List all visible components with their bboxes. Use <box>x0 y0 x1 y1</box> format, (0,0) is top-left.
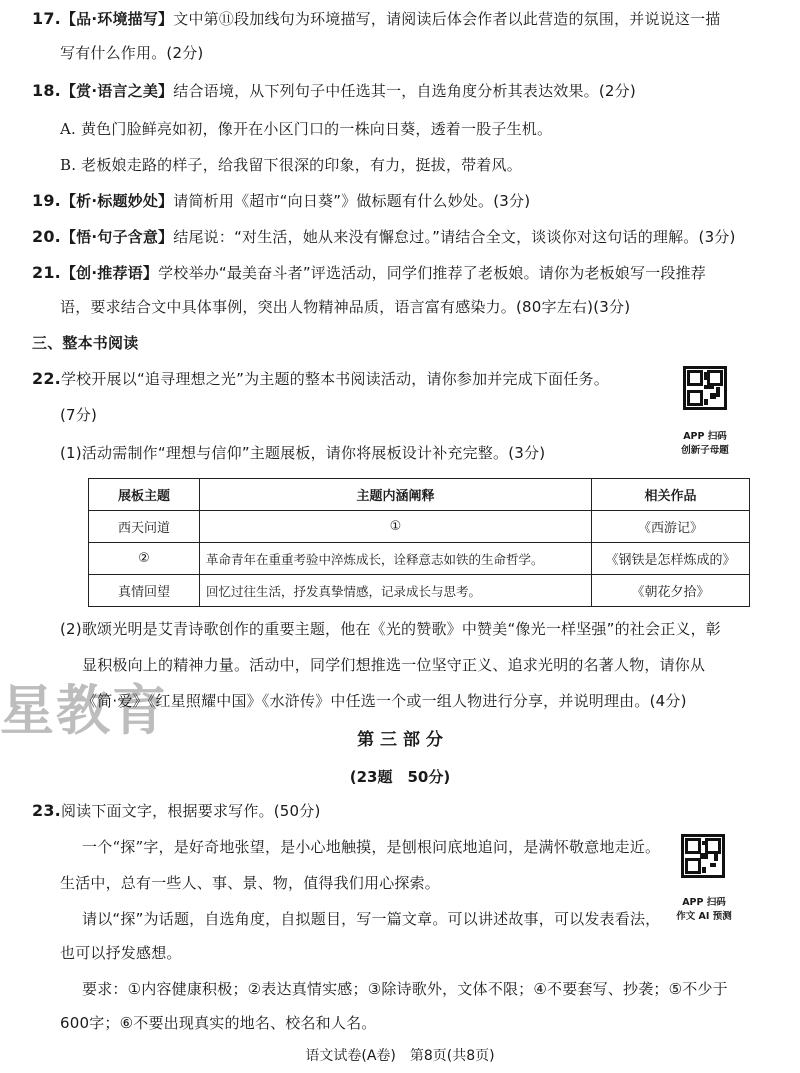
table-row <box>89 543 750 575</box>
qr-code-icon[interactable] <box>681 834 725 878</box>
table-row <box>89 511 750 543</box>
q17-line2: 写有什么作用。(2分) <box>60 44 204 62</box>
q19-line <box>32 190 530 212</box>
q21-line2: 语，要求结合文中具体事例，突出人物精神品质，语言富有感染力。(80字左右)(3分) <box>60 298 631 316</box>
table-header: 相关作品 <box>592 479 750 511</box>
q20-line <box>32 226 736 248</box>
q23-prompt-line2: 生活中，总有一些人、事、景、物，值得我们用心探索。 <box>60 874 441 892</box>
section-heading: 三、整本书阅读 <box>32 334 139 352</box>
q21-tag: 【创·推荐语】 <box>60 264 159 282</box>
q20-text: 结尾说：“对生活，她从来没有懈怠过。”请结合全文，谈谈你对这句话的理解。(3分) <box>173 228 736 246</box>
q18-text: 结合语境，从下列句子中任选其一，自选角度分析其表达效果。(2分) <box>173 82 636 100</box>
table-cell: 《钢铁是怎样炼成的》 <box>592 543 750 575</box>
q22-number: 22. <box>32 369 61 388</box>
table-cell-blank-1: ① <box>200 511 592 543</box>
q19-text: 请简析用《超市“向日葵”》做标题有什么妙处。(3分) <box>173 192 531 210</box>
q22-sub2-line1: (2)歌颂光明是艾青诗歌创作的重要主题，他在《光的赞歌》中赞美“像光一样坚强”的社会正义，彰 <box>60 620 721 638</box>
q22-score: (7分) <box>60 406 98 424</box>
page-footer: 语文试卷(A卷) 第8页(共8页) <box>305 1048 495 1064</box>
part-three-subtitle: (23题 50分) <box>349 768 451 786</box>
q18-option-b: B. 老板娘走路的样子，给我留下很深的印象，有力，挺拔，带着风。 <box>60 156 522 174</box>
q23-instruction-line2: 也可以抒发感想。 <box>60 944 182 962</box>
table-row <box>89 575 750 607</box>
q23-requirements-line2: 600字；⑥不要出现真实的地名、校名和人名。 <box>60 1014 377 1032</box>
table-cell-blank-2: ② <box>89 543 200 575</box>
q18-tag: 【赏·语言之美】 <box>60 82 174 100</box>
q17-tag: 【品·环境描写】 <box>60 10 174 28</box>
display-board-table <box>88 478 750 607</box>
q22-text: 学校开展以“追寻理想之光”为主题的整本书阅读活动，请你参加并完成下面任务。 <box>60 370 609 388</box>
table-cell: 革命青年在重重考验中淬炼成长，诠释意志如铁的生命哲学。 <box>200 543 592 575</box>
q19-number: 19. <box>32 191 61 210</box>
table-cell: 回忆过往生活，抒发真挚情感，记录成长与思考。 <box>200 575 592 607</box>
q19-tag: 【析·标题妙处】 <box>60 192 174 210</box>
part-three-title: 第 三 部 分 <box>357 730 443 750</box>
q21-line1 <box>32 262 706 284</box>
watermark-logo: 星教育 <box>0 679 168 742</box>
table-header: 主题内涵阐释 <box>200 479 592 511</box>
qr-caption-1 <box>672 430 738 458</box>
qr-caption-2-line2: 作文 AI 预测 <box>676 911 732 922</box>
q21-number: 21. <box>32 263 61 282</box>
q20-tag: 【悟·句子含意】 <box>60 228 174 246</box>
q22-line1 <box>32 368 609 390</box>
q17-line1 <box>32 8 720 30</box>
q23-instruction-line1: 请以“探”为话题，自选角度，自拟题目，写一篇文章。可以讲述故事，可以发表看法， <box>82 910 661 928</box>
table-cell: 真情回望 <box>89 575 200 607</box>
qr-caption-1-line1: APP 扫码 <box>683 431 727 442</box>
q18-number: 18. <box>32 81 61 100</box>
q17-text: 文中第⑪段加线句为环境描写，请阅读后体会作者以此营造的氛围，并说说这一描 <box>173 10 721 28</box>
q21-text: 学校举办“最美奋斗者”评选活动，同学们推荐了老板娘。请你为老板娘写一段推荐 <box>158 264 707 282</box>
qr-code-icon[interactable] <box>683 366 727 410</box>
q23-line1 <box>32 800 321 822</box>
q22-sub2-line3: 《简·爱》《红星照耀中国》《水浒传》中任选一个或一组人物进行分享，并说明理由。(4分) <box>82 692 687 710</box>
qr-caption-1-line2: 创新子母题 <box>681 445 729 456</box>
table-header-row <box>89 479 750 511</box>
q17-number: 17. <box>32 9 61 28</box>
q22-sub2-line2: 显积极向上的精神力量。活动中，同学们想推选一位坚守正义、追求光明的名著人物，请你从 <box>82 656 706 674</box>
q23-text: 阅读下面文字，根据要求写作。(50分) <box>60 802 321 820</box>
q18-option-a: A. 黄色门脸鲜亮如初，像开在小区门口的一株向日葵，透着一股子生机。 <box>60 120 553 138</box>
table-cell: 《朝花夕拾》 <box>592 575 750 607</box>
q18-line1 <box>32 80 636 102</box>
table-cell: 西天问道 <box>89 511 200 543</box>
qr-caption-2-line1: APP 扫码 <box>682 897 726 908</box>
table-header: 展板主题 <box>89 479 200 511</box>
q23-prompt-line1: 一个“探”字，是好奇地张望，是小心地触摸，是刨根问底地追问，是满怀敬意地走近。 <box>82 838 661 856</box>
table-cell: 《西游记》 <box>592 511 750 543</box>
qr-caption-2 <box>668 896 740 924</box>
q23-number: 23. <box>32 801 61 820</box>
q20-number: 20. <box>32 227 61 246</box>
q23-requirements-line1: 要求：①内容健康积极；②表达真情实感；③除诗歌外，文体不限；④不要套写、抄袭；⑤不少于 <box>82 980 728 998</box>
q22-sub1: (1)活动需制作“理想与信仰”主题展板，请你将展板设计补充完整。(3分) <box>60 444 546 462</box>
